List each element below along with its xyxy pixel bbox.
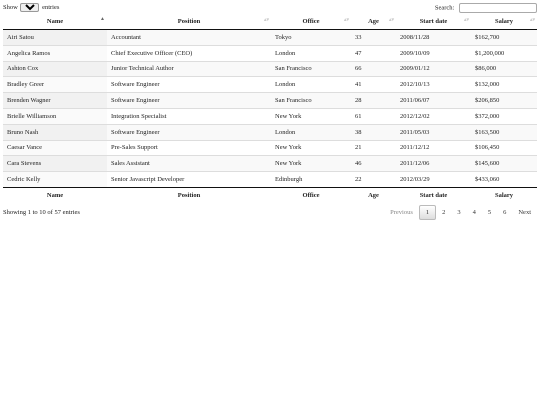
table-row — [3, 108, 537, 124]
previous-page-button[interactable]: Previous — [390, 208, 413, 216]
cell-position: Accountant — [107, 30, 271, 46]
cell-office: San Francisco — [271, 61, 351, 77]
cell-position: Senior Javascript Developer — [107, 172, 271, 188]
employee-table — [3, 14, 537, 203]
table-row — [3, 61, 537, 77]
column-header-name[interactable] — [3, 14, 107, 30]
cell-age: 47 — [351, 45, 396, 61]
column-header-label: Office — [302, 18, 320, 25]
search-input[interactable] — [459, 3, 537, 13]
table-body — [3, 30, 537, 188]
sort-both-icon: ▴▾ — [529, 18, 535, 23]
column-header-position[interactable] — [107, 14, 271, 30]
cell-position: Software Engineer — [107, 124, 271, 140]
cell-salary: $1,200,000 — [471, 45, 537, 61]
cell-position: Software Engineer — [107, 93, 271, 109]
sort-both-icon: ▴▾ — [463, 18, 469, 23]
table-row — [3, 30, 537, 46]
cell-start-date: 2012/03/29 — [396, 172, 471, 188]
cell-office: New York — [271, 156, 351, 172]
cell-office: Tokyo — [271, 30, 351, 46]
column-footer-position: Position — [107, 187, 271, 203]
cell-name: Caesar Vance — [3, 140, 107, 156]
length-prefix: Show — [3, 3, 18, 11]
cell-salary: $162,700 — [471, 30, 537, 46]
cell-name: Ashton Cox — [3, 61, 107, 77]
cell-salary: $163,500 — [471, 124, 537, 140]
page-button-1[interactable]: 1 — [419, 205, 436, 220]
cell-age: 61 — [351, 108, 396, 124]
cell-position: Junior Technical Author — [107, 61, 271, 77]
cell-position: Pre-Sales Support — [107, 140, 271, 156]
page-button-5[interactable]: 5 — [487, 208, 492, 216]
cell-salary: $206,850 — [471, 93, 537, 109]
cell-start-date: 2011/06/07 — [396, 93, 471, 109]
table-row — [3, 156, 537, 172]
column-header-label: Start date — [419, 18, 448, 25]
cell-position: Chief Executive Officer (CEO) — [107, 45, 271, 61]
column-header-office[interactable] — [271, 14, 351, 30]
cell-age: 22 — [351, 172, 396, 188]
cell-age: 46 — [351, 156, 396, 172]
page-button-4[interactable]: 4 — [472, 208, 476, 216]
sort-both-icon: ▴▾ — [263, 18, 269, 23]
search-label: Search: — [434, 4, 455, 12]
cell-name: Airi Satou — [3, 30, 107, 46]
table-controls — [3, 0, 537, 14]
cell-office: New York — [271, 108, 351, 124]
column-footer-office: Office — [271, 187, 351, 203]
column-header-label: Position — [177, 18, 201, 25]
cell-salary: $106,450 — [471, 140, 537, 156]
cell-name: Angelica Ramos — [3, 45, 107, 61]
cell-salary: $145,600 — [471, 156, 537, 172]
cell-age: 33 — [351, 30, 396, 46]
cell-name: Bruno Nash — [3, 124, 107, 140]
cell-name: Bradley Greer — [3, 77, 107, 93]
length-suffix: entries — [42, 3, 60, 11]
entries-per-page-select[interactable] — [20, 3, 39, 12]
cell-start-date: 2008/11/28 — [396, 30, 471, 46]
table-row — [3, 93, 537, 109]
sort-ascending-icon: ▲ — [100, 17, 105, 22]
cell-office: London — [271, 45, 351, 61]
cell-salary: $372,000 — [471, 108, 537, 124]
column-header-label: Name — [46, 18, 64, 25]
column-footer-salary: Salary — [471, 187, 537, 203]
datatable-wrapper — [3, 0, 537, 223]
column-header-salary[interactable] — [471, 14, 537, 30]
footer-row — [3, 187, 537, 203]
sort-both-icon: ▴▾ — [388, 18, 394, 23]
column-header-label: Age — [368, 18, 379, 25]
column-footer-name: Name — [3, 187, 107, 203]
page-button-3[interactable]: 3 — [457, 208, 461, 216]
table-row — [3, 77, 537, 93]
column-footer-age: Age — [351, 187, 396, 203]
column-header-start-date[interactable] — [396, 14, 471, 30]
header-row — [3, 14, 537, 30]
cell-age: 38 — [351, 124, 396, 140]
cell-start-date: 2011/12/06 — [396, 156, 471, 172]
cell-position: Software Engineer — [107, 77, 271, 93]
search-control — [435, 3, 537, 13]
table-row — [3, 124, 537, 140]
sort-both-icon: ▴▾ — [343, 18, 349, 23]
table-row — [3, 172, 537, 188]
cell-office: San Francisco — [271, 93, 351, 109]
cell-name: Brielle Williamson — [3, 108, 107, 124]
page-button-6[interactable]: 6 — [503, 208, 507, 216]
cell-position: Integration Specialist — [107, 108, 271, 124]
cell-salary: $132,000 — [471, 77, 537, 93]
column-header-label: Salary — [494, 18, 514, 25]
page-button-2[interactable]: 2 — [442, 208, 446, 216]
cell-age: 21 — [351, 140, 396, 156]
cell-start-date: 2011/12/12 — [396, 140, 471, 156]
cell-salary: $86,000 — [471, 61, 537, 77]
cell-name: Cedric Kelly — [3, 172, 107, 188]
cell-salary: $433,060 — [471, 172, 537, 188]
cell-office: New York — [271, 140, 351, 156]
cell-start-date: 2012/10/13 — [396, 77, 471, 93]
cell-name: Brenden Wagner — [3, 93, 107, 109]
cell-start-date: 2012/12/02 — [396, 108, 471, 124]
cell-start-date: 2009/01/12 — [396, 61, 471, 77]
next-page-button[interactable]: Next — [518, 208, 531, 216]
pagination — [384, 205, 537, 220]
cell-position: Sales Assistant — [107, 156, 271, 172]
cell-start-date: 2011/05/03 — [396, 124, 471, 140]
column-footer-start-date: Start date — [396, 187, 471, 203]
cell-start-date: 2009/10/09 — [396, 45, 471, 61]
table-info: Showing 1 to 10 of 57 entries — [3, 208, 80, 216]
table-row — [3, 140, 537, 156]
cell-age: 28 — [351, 93, 396, 109]
table-footer-controls — [3, 203, 537, 223]
cell-office: Edinburgh — [271, 172, 351, 188]
cell-office: London — [271, 77, 351, 93]
column-header-age[interactable] — [351, 14, 396, 30]
cell-age: 66 — [351, 61, 396, 77]
cell-office: London — [271, 124, 351, 140]
entries-length-control — [3, 3, 59, 12]
cell-age: 41 — [351, 77, 396, 93]
cell-name: Cara Stevens — [3, 156, 107, 172]
table-row — [3, 45, 537, 61]
